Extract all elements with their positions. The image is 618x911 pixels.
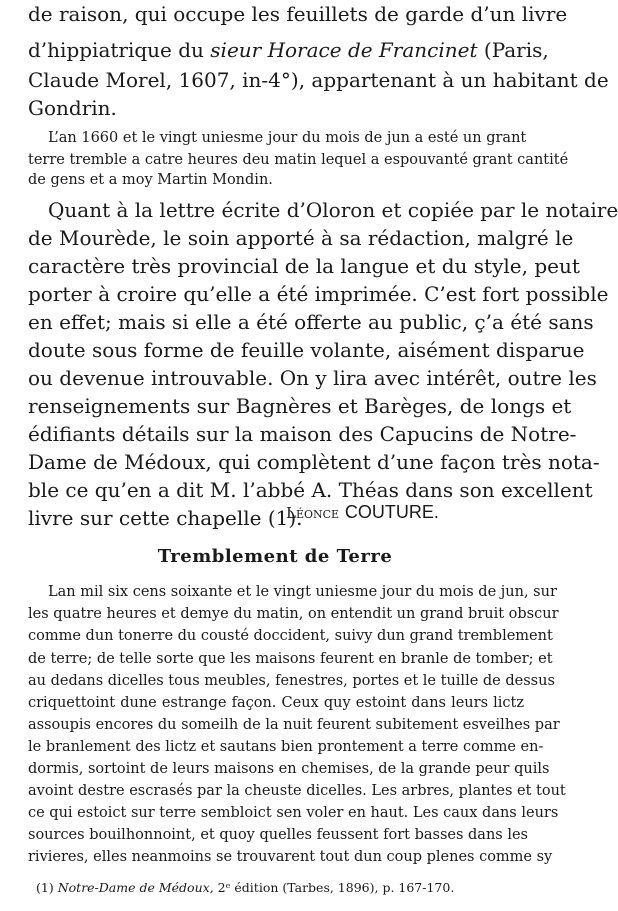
text-line: Claude Morel, 1607, in-4°), appartenant à un habitant de	[28, 68, 609, 92]
text-line: ou devenue introuvable. On y lira avec intérêt, outre les	[28, 366, 597, 390]
quote-line: ce qui estoict sur terre sembloict sen voler en haut. Les caux dans leurs	[28, 805, 559, 821]
text-line: de raison, qui occupe les feuillets de garde d’un livre	[28, 2, 568, 26]
italic-title: sieur Horace de Francinet	[210, 38, 478, 62]
quote-line: Lan mil six cens soixante et le vingt uniesme jour du mois de jun, sur	[48, 584, 557, 600]
text-line: renseignements sur Bagnères et Barèges, de longs et	[28, 394, 572, 418]
quote-line: au dedans dicelles tous meubles, fenestres, portes et le tuille de dessus	[28, 673, 555, 689]
text-line: doute sous forme de feuille volante, aisément disparue	[28, 338, 585, 362]
quote-line: les quatre heures et demye du matin, on entendit un grand bruit obscur	[28, 606, 559, 622]
text-line	[28, 38, 549, 62]
quote-line: de gens et a moy Martin Mondin.	[28, 172, 273, 188]
section-title: Tremblement de Terre	[157, 546, 393, 567]
footnote	[36, 880, 454, 895]
quote-line: sources bouilhonnoint, et quoy quelles feussent fort basses dans les	[28, 827, 528, 843]
quote-line: avoint destre escrasés par la cheuste dicelles. Les arbres, plantes et tout	[28, 783, 566, 799]
quote-line: L’an 1660 et le vingt uniesme jour du mois de jun a esté un grant	[48, 130, 527, 146]
quote-line: comme dun tonerre du cousté doccident, suivy dun grand tremblement	[28, 628, 553, 644]
text-line: porter à croire qu’elle a été imprimée. C’est fort possible	[28, 282, 609, 306]
footnote-marker: (1)	[36, 880, 54, 895]
quote-line: le branlement des lictz et sautans bien prontement a terre comme en-	[28, 739, 544, 755]
quote-line: rivieres, elles neanmoins se trouvarent tout dun coup plenes comme sy	[28, 849, 553, 865]
quote-line: terre tremble a catre heures deu matin lequel a espouvanté grant cantité	[28, 152, 569, 168]
text-line: livre sur cette chapelle (1).	[28, 506, 303, 530]
footnote-title: Notre-Dame de Médoux,	[57, 880, 214, 895]
quote-line: criquettoint dune estrange façon. Ceux quy estoint dans leurs lictz	[28, 695, 524, 711]
signature-first-name: Léonce	[286, 504, 340, 522]
text-line: ble ce qu’en a dit M. l’abbé A. Théas dans son excellent	[28, 478, 593, 502]
text-line: caractère très provincial de la langue et du style, peut	[28, 254, 580, 278]
signature-last-name: COUTURE.	[344, 502, 439, 522]
text-line: Dame de Médoux, qui complètent d’une façon très nota-	[28, 450, 600, 474]
quote-line: de terre; de telle sorte que les maisons feurent en branle de tomber; et	[28, 651, 553, 667]
quote-line: dormis, sortoint de leurs maisons en chemises, de la grande peur quils	[28, 761, 550, 777]
text-line: Gondrin.	[28, 96, 117, 120]
text-segment: d’hippiatrique du	[28, 38, 204, 62]
text-line: Quant à la lettre écrite d’Oloron et copiée par le notaire	[48, 198, 618, 222]
text-line: en effet; mais si elle a été offerte au public, ç’a été sans	[28, 310, 594, 334]
footnote-text: 2ᵉ édition (Tarbes, 1896), p. 167-170.	[217, 880, 455, 895]
text-line: édifiants détails sur la maison des Capucins de Notre-	[28, 422, 577, 446]
text-segment: (Paris,	[483, 38, 549, 62]
quote-line: assoupis encores du someilh de la nuit feurent subitement esveilhes par	[28, 717, 560, 733]
signature	[286, 502, 439, 523]
text-line: de Mourède, le soin apporté à sa rédaction, malgré le	[28, 226, 574, 250]
